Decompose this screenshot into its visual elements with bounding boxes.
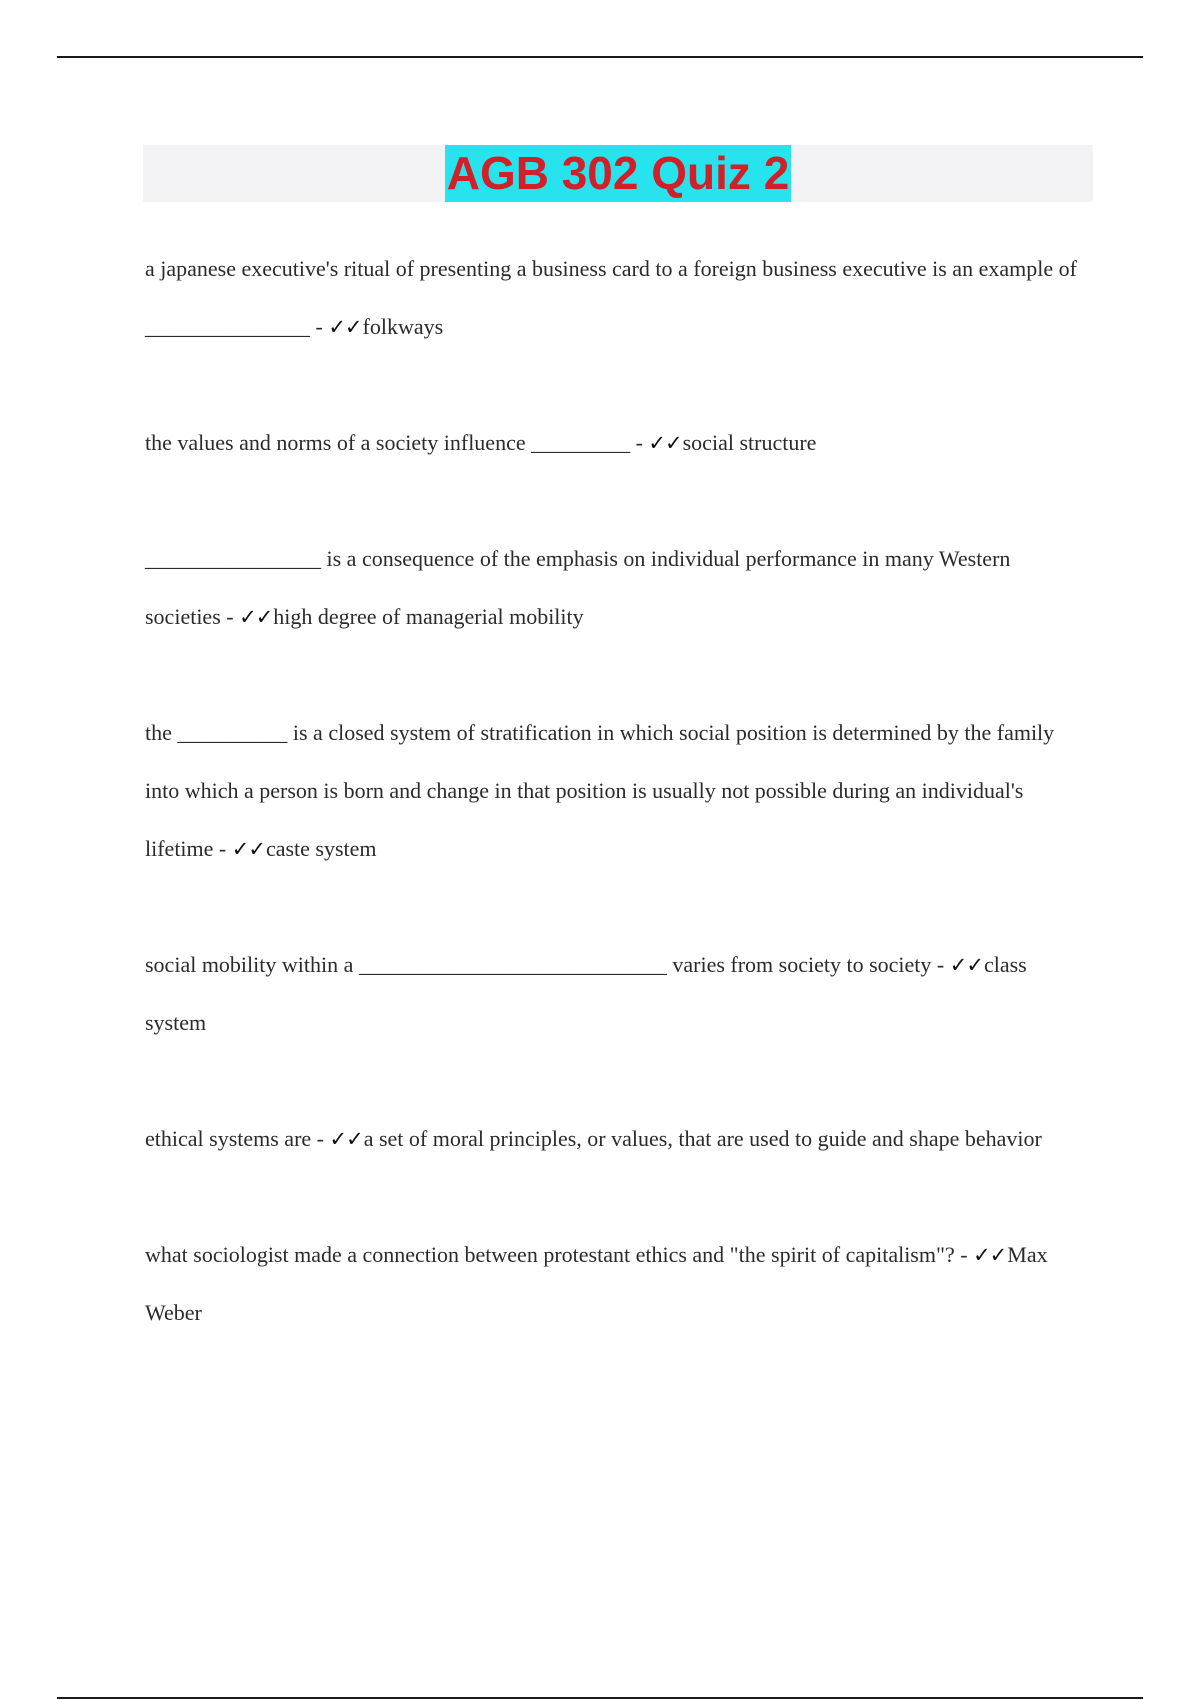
answer-text: social structure — [682, 430, 817, 455]
quiz-item — [145, 530, 1085, 646]
answer-text: caste system — [265, 836, 377, 861]
check-icon: ✓✓ — [329, 1127, 363, 1151]
answer-text: class system — [145, 952, 1027, 1035]
document-title: AGB 302 Quiz 2 — [445, 145, 792, 202]
title-band — [143, 145, 1093, 202]
question-text: social mobility within a ____________________________ varies from society to society - — [145, 952, 950, 977]
check-icon: ✓✓ — [949, 953, 983, 977]
check-icon: ✓✓ — [648, 431, 682, 455]
check-icon: ✓✓ — [328, 315, 362, 339]
check-icon: ✓✓ — [973, 1243, 1007, 1267]
quiz-item — [145, 704, 1085, 878]
question-text: the __________ is a closed system of stratification in which social position is determined by the family into which a person is born and change in that position is usually not possible during an individual's lifetime - — [145, 720, 1055, 861]
check-icon: ✓✓ — [231, 837, 265, 861]
question-text: ________________ is a consequence of the emphasis on individual performance in many Western societies - — [145, 546, 1011, 629]
answer-text: folkways — [362, 314, 444, 339]
quiz-item — [145, 1110, 1085, 1168]
top-rule — [57, 56, 1143, 58]
answer-text: a set of moral principles, or values, that are used to guide and shape behavior — [363, 1126, 1042, 1151]
answer-text: Max Weber — [145, 1242, 1048, 1325]
quiz-item — [145, 414, 1085, 472]
quiz-item — [145, 1226, 1085, 1342]
question-text: what sociologist made a connection between protestant ethics and "the spirit of capitalism"? - — [145, 1242, 974, 1267]
answer-text: high degree of managerial mobility — [273, 604, 584, 629]
check-icon: ✓✓ — [239, 605, 273, 629]
bottom-rule — [57, 1697, 1143, 1699]
question-text: the values and norms of a society influence _________ - — [145, 430, 649, 455]
quiz-item — [145, 240, 1085, 356]
quiz-item — [145, 936, 1085, 1052]
question-text: a japanese executive's ritual of presenting a business card to a foreign business executive is an example of _______________ - — [145, 256, 1077, 339]
question-text: ethical systems are - — [145, 1126, 330, 1151]
quiz-content — [145, 240, 1085, 1400]
